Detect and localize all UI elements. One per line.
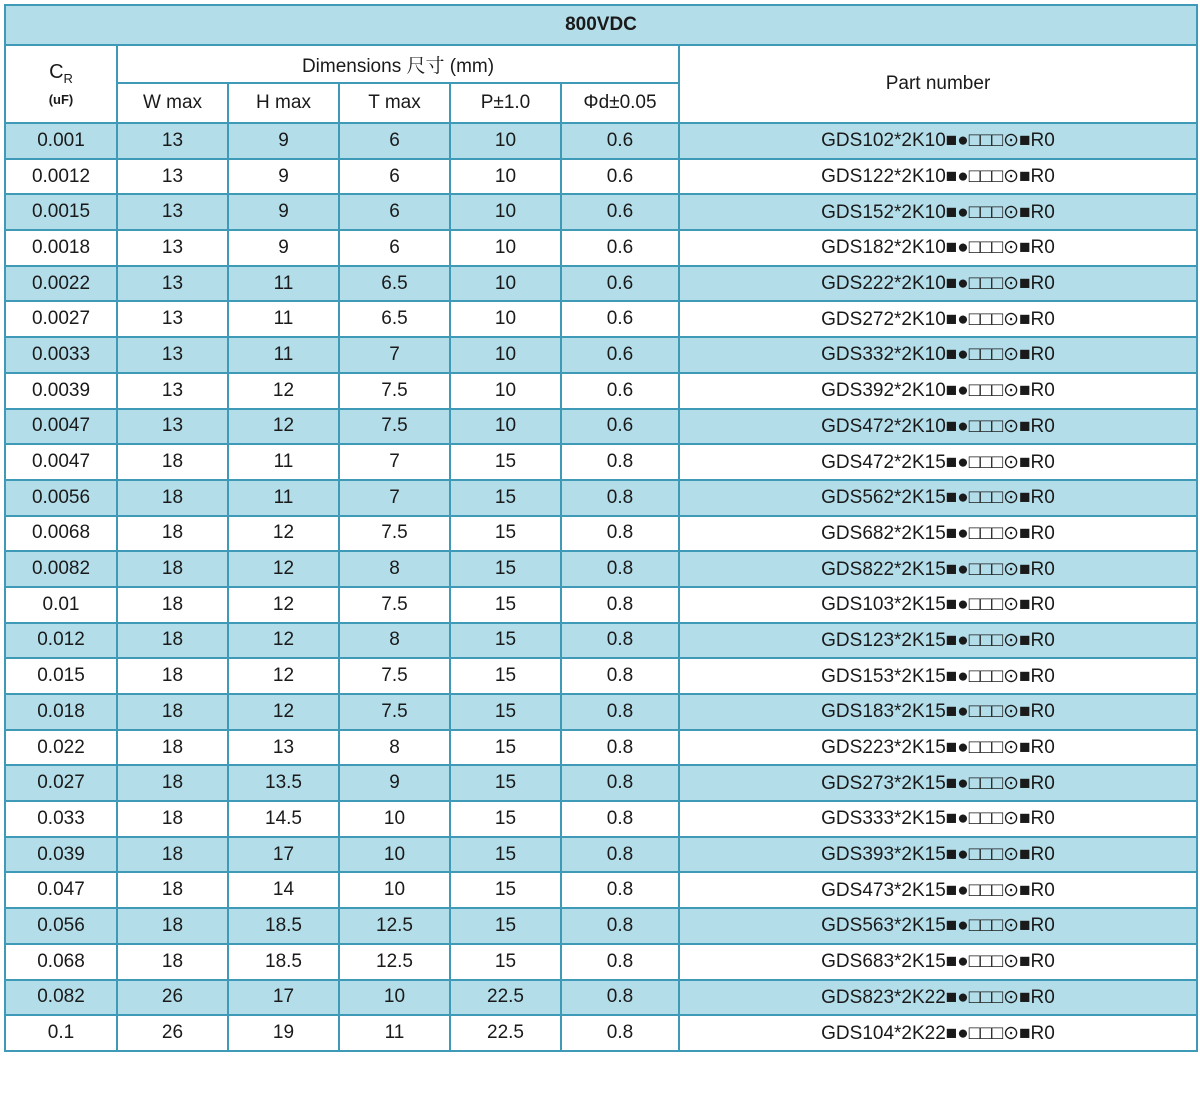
h-max-cell: 12	[228, 373, 339, 409]
capacitance-cell: 0.01	[5, 587, 117, 623]
lead-diameter-cell: 0.6	[561, 266, 679, 302]
t-max-cell: 6	[339, 159, 450, 195]
pitch-cell: 10	[450, 337, 561, 373]
pitch-cell: 15	[450, 587, 561, 623]
capacitance-cell: 0.022	[5, 730, 117, 766]
pitch-cell: 15	[450, 730, 561, 766]
pitch-cell: 10	[450, 266, 561, 302]
h-max-cell: 19	[228, 1015, 339, 1051]
lead-diameter-cell: 0.8	[561, 587, 679, 623]
w-max-header: W max	[117, 83, 228, 123]
table-row	[5, 123, 1197, 159]
table-row	[5, 1015, 1197, 1051]
table-body	[5, 123, 1197, 1051]
table-row	[5, 872, 1197, 908]
table-row	[5, 837, 1197, 873]
w-max-cell: 13	[117, 373, 228, 409]
cr-header	[5, 45, 117, 123]
w-max-cell: 18	[117, 516, 228, 552]
table-row	[5, 480, 1197, 516]
table-row	[5, 194, 1197, 230]
w-max-cell: 18	[117, 551, 228, 587]
table-row	[5, 266, 1197, 302]
w-max-cell: 13	[117, 409, 228, 445]
lead-diameter-cell: 0.8	[561, 658, 679, 694]
lead-diameter-cell: 0.8	[561, 516, 679, 552]
lead-diameter-cell: 0.8	[561, 980, 679, 1016]
capacitance-cell: 0.0033	[5, 337, 117, 373]
t-max-cell: 7	[339, 480, 450, 516]
lead-diameter-cell: 0.6	[561, 409, 679, 445]
capacitance-cell: 0.0047	[5, 444, 117, 480]
lead-diameter-cell: 0.8	[561, 837, 679, 873]
pitch-cell: 15	[450, 944, 561, 980]
h-max-cell: 11	[228, 266, 339, 302]
h-max-cell: 11	[228, 480, 339, 516]
t-max-cell: 8	[339, 730, 450, 766]
part-number-cell: GDS153*2K15■●□□□⊙■R0	[679, 658, 1197, 694]
part-number-cell: GDS562*2K15■●□□□⊙■R0	[679, 480, 1197, 516]
pitch-cell: 10	[450, 409, 561, 445]
lead-diameter-cell: 0.6	[561, 123, 679, 159]
lead-diameter-cell: 0.8	[561, 872, 679, 908]
pitch-cell: 15	[450, 837, 561, 873]
pitch-cell: 15	[450, 658, 561, 694]
w-max-cell: 18	[117, 480, 228, 516]
w-max-cell: 18	[117, 623, 228, 659]
t-max-cell: 6	[339, 123, 450, 159]
h-max-cell: 12	[228, 587, 339, 623]
capacitance-cell: 0.047	[5, 872, 117, 908]
table-row	[5, 551, 1197, 587]
capacitance-cell: 0.027	[5, 765, 117, 801]
part-number-cell: GDS273*2K15■●□□□⊙■R0	[679, 765, 1197, 801]
t-max-cell: 7.5	[339, 658, 450, 694]
capacitance-cell: 0.033	[5, 801, 117, 837]
spec-table	[4, 4, 1198, 1052]
lead-diameter-cell: 0.8	[561, 444, 679, 480]
h-max-cell: 14.5	[228, 801, 339, 837]
capacitance-cell: 0.1	[5, 1015, 117, 1051]
t-max-cell: 8	[339, 551, 450, 587]
h-max-cell: 11	[228, 337, 339, 373]
part-number-cell: GDS332*2K10■●□□□⊙■R0	[679, 337, 1197, 373]
table-row	[5, 730, 1197, 766]
table-row	[5, 337, 1197, 373]
w-max-cell: 18	[117, 872, 228, 908]
capacitance-cell: 0.0039	[5, 373, 117, 409]
capacitance-cell: 0.018	[5, 694, 117, 730]
h-max-header: H max	[228, 83, 339, 123]
h-max-cell: 11	[228, 301, 339, 337]
part-number-cell: GDS272*2K10■●□□□⊙■R0	[679, 301, 1197, 337]
w-max-cell: 18	[117, 730, 228, 766]
capacitance-cell: 0.001	[5, 123, 117, 159]
capacitance-cell: 0.056	[5, 908, 117, 944]
part-number-cell: GDS222*2K10■●□□□⊙■R0	[679, 266, 1197, 302]
t-max-cell: 6	[339, 230, 450, 266]
t-max-cell: 10	[339, 837, 450, 873]
t-max-cell: 10	[339, 872, 450, 908]
w-max-cell: 18	[117, 837, 228, 873]
capacitance-cell: 0.039	[5, 837, 117, 873]
h-max-cell: 9	[228, 123, 339, 159]
h-max-cell: 9	[228, 230, 339, 266]
part-number-cell: GDS103*2K15■●□□□⊙■R0	[679, 587, 1197, 623]
part-number-cell: GDS683*2K15■●□□□⊙■R0	[679, 944, 1197, 980]
part-number-cell: GDS333*2K15■●□□□⊙■R0	[679, 801, 1197, 837]
h-max-cell: 12	[228, 516, 339, 552]
w-max-cell: 18	[117, 587, 228, 623]
h-max-cell: 9	[228, 159, 339, 195]
part-number-cell: GDS563*2K15■●□□□⊙■R0	[679, 908, 1197, 944]
part-number-cell: GDS822*2K15■●□□□⊙■R0	[679, 551, 1197, 587]
h-max-cell: 17	[228, 837, 339, 873]
lead-diameter-cell: 0.8	[561, 480, 679, 516]
h-max-cell: 13.5	[228, 765, 339, 801]
pitch-cell: 10	[450, 194, 561, 230]
pitch-cell: 15	[450, 623, 561, 659]
part-number-cell: GDS223*2K15■●□□□⊙■R0	[679, 730, 1197, 766]
pitch-cell: 10	[450, 230, 561, 266]
lead-diameter-cell: 0.8	[561, 765, 679, 801]
t-max-header: T max	[339, 83, 450, 123]
capacitance-cell: 0.0022	[5, 266, 117, 302]
t-max-cell: 7.5	[339, 409, 450, 445]
pitch-cell: 15	[450, 480, 561, 516]
w-max-cell: 18	[117, 908, 228, 944]
lead-diameter-cell: 0.6	[561, 159, 679, 195]
capacitance-cell: 0.012	[5, 623, 117, 659]
cr-subscript: R	[63, 70, 73, 86]
table-row	[5, 801, 1197, 837]
w-max-cell: 18	[117, 444, 228, 480]
w-max-cell: 13	[117, 159, 228, 195]
w-max-cell: 13	[117, 301, 228, 337]
pitch-cell: 15	[450, 694, 561, 730]
lead-diameter-cell: 0.8	[561, 801, 679, 837]
w-max-cell: 13	[117, 266, 228, 302]
table-title: 800VDC	[5, 5, 1197, 45]
lead-diameter-cell: 0.8	[561, 908, 679, 944]
part-number-cell: GDS393*2K15■●□□□⊙■R0	[679, 837, 1197, 873]
t-max-cell: 9	[339, 765, 450, 801]
pitch-cell: 15	[450, 765, 561, 801]
part-number-cell: GDS473*2K15■●□□□⊙■R0	[679, 872, 1197, 908]
table-row	[5, 623, 1197, 659]
pitch-header: P±1.0	[450, 83, 561, 123]
w-max-cell: 26	[117, 980, 228, 1016]
pitch-cell: 15	[450, 516, 561, 552]
lead-diameter-cell: 0.8	[561, 623, 679, 659]
h-max-cell: 12	[228, 694, 339, 730]
pitch-cell: 15	[450, 872, 561, 908]
lead-diameter-cell: 0.8	[561, 1015, 679, 1051]
t-max-cell: 12.5	[339, 908, 450, 944]
table-row	[5, 373, 1197, 409]
t-max-cell: 6.5	[339, 301, 450, 337]
lead-diameter-cell: 0.6	[561, 230, 679, 266]
t-max-cell: 7	[339, 337, 450, 373]
t-max-cell: 10	[339, 801, 450, 837]
h-max-cell: 17	[228, 980, 339, 1016]
h-max-cell: 13	[228, 730, 339, 766]
capacitance-cell: 0.0015	[5, 194, 117, 230]
part-number-cell: GDS682*2K15■●□□□⊙■R0	[679, 516, 1197, 552]
w-max-cell: 13	[117, 230, 228, 266]
pitch-cell: 10	[450, 159, 561, 195]
t-max-cell: 7.5	[339, 516, 450, 552]
h-max-cell: 12	[228, 623, 339, 659]
capacitance-cell: 0.0047	[5, 409, 117, 445]
h-max-cell: 12	[228, 409, 339, 445]
capacitance-cell: 0.0068	[5, 516, 117, 552]
t-max-cell: 11	[339, 1015, 450, 1051]
w-max-cell: 18	[117, 765, 228, 801]
t-max-cell: 6.5	[339, 266, 450, 302]
t-max-cell: 7.5	[339, 587, 450, 623]
lead-diameter-cell: 0.8	[561, 730, 679, 766]
t-max-cell: 8	[339, 623, 450, 659]
t-max-cell: 10	[339, 980, 450, 1016]
table-row	[5, 908, 1197, 944]
t-max-cell: 7	[339, 444, 450, 480]
w-max-cell: 13	[117, 123, 228, 159]
w-max-cell: 18	[117, 801, 228, 837]
capacitance-cell: 0.068	[5, 944, 117, 980]
h-max-cell: 9	[228, 194, 339, 230]
pitch-cell: 15	[450, 801, 561, 837]
t-max-cell: 6	[339, 194, 450, 230]
part-number-cell: GDS102*2K10■●□□□⊙■R0	[679, 123, 1197, 159]
lead-diameter-header: Φd±0.05	[561, 83, 679, 123]
table-row	[5, 516, 1197, 552]
part-number-cell: GDS182*2K10■●□□□⊙■R0	[679, 230, 1197, 266]
part-number-cell: GDS122*2K10■●□□□⊙■R0	[679, 159, 1197, 195]
lead-diameter-cell: 0.8	[561, 944, 679, 980]
lead-diameter-cell: 0.6	[561, 194, 679, 230]
t-max-cell: 12.5	[339, 944, 450, 980]
t-max-cell: 7.5	[339, 694, 450, 730]
table-row	[5, 444, 1197, 480]
h-max-cell: 18.5	[228, 944, 339, 980]
pitch-cell: 15	[450, 444, 561, 480]
w-max-cell: 18	[117, 944, 228, 980]
capacitance-cell: 0.015	[5, 658, 117, 694]
part-number-cell: GDS472*2K10■●□□□⊙■R0	[679, 409, 1197, 445]
h-max-cell: 14	[228, 872, 339, 908]
table-row	[5, 944, 1197, 980]
table-row	[5, 980, 1197, 1016]
part-number-cell: GDS183*2K15■●□□□⊙■R0	[679, 694, 1197, 730]
pitch-cell: 22.5	[450, 980, 561, 1016]
part-number-cell: GDS123*2K15■●□□□⊙■R0	[679, 623, 1197, 659]
table-row	[5, 301, 1197, 337]
part-number-cell: GDS472*2K15■●□□□⊙■R0	[679, 444, 1197, 480]
cr-symbol: C	[49, 61, 64, 84]
cr-unit: (uF)	[48, 91, 74, 107]
pitch-cell: 10	[450, 123, 561, 159]
capacitance-cell: 0.0012	[5, 159, 117, 195]
w-max-cell: 13	[117, 194, 228, 230]
t-max-cell: 7.5	[339, 373, 450, 409]
table-row	[5, 587, 1197, 623]
w-max-cell: 18	[117, 694, 228, 730]
lead-diameter-cell: 0.8	[561, 694, 679, 730]
table-row	[5, 658, 1197, 694]
capacitance-cell: 0.0027	[5, 301, 117, 337]
part-number-cell: GDS152*2K10■●□□□⊙■R0	[679, 194, 1197, 230]
w-max-cell: 18	[117, 658, 228, 694]
lead-diameter-cell: 0.8	[561, 551, 679, 587]
pitch-cell: 10	[450, 301, 561, 337]
pitch-cell: 10	[450, 373, 561, 409]
h-max-cell: 11	[228, 444, 339, 480]
capacitance-cell: 0.0082	[5, 551, 117, 587]
capacitance-cell: 0.082	[5, 980, 117, 1016]
part-number-cell: GDS104*2K22■●□□□⊙■R0	[679, 1015, 1197, 1051]
table-row	[5, 230, 1197, 266]
part-number-header: Part number	[679, 45, 1197, 123]
part-number-cell: GDS392*2K10■●□□□⊙■R0	[679, 373, 1197, 409]
dimensions-header: Dimensions 尺寸 (mm)	[117, 45, 679, 83]
table-row	[5, 159, 1197, 195]
lead-diameter-cell: 0.6	[561, 337, 679, 373]
table-row	[5, 409, 1197, 445]
pitch-cell: 15	[450, 908, 561, 944]
table-row	[5, 694, 1197, 730]
h-max-cell: 12	[228, 551, 339, 587]
capacitance-cell: 0.0018	[5, 230, 117, 266]
capacitance-cell: 0.0056	[5, 480, 117, 516]
pitch-cell: 15	[450, 551, 561, 587]
h-max-cell: 12	[228, 658, 339, 694]
part-number-cell: GDS823*2K22■●□□□⊙■R0	[679, 980, 1197, 1016]
lead-diameter-cell: 0.6	[561, 301, 679, 337]
w-max-cell: 13	[117, 337, 228, 373]
w-max-cell: 26	[117, 1015, 228, 1051]
h-max-cell: 18.5	[228, 908, 339, 944]
pitch-cell: 22.5	[450, 1015, 561, 1051]
table-row	[5, 765, 1197, 801]
lead-diameter-cell: 0.6	[561, 373, 679, 409]
